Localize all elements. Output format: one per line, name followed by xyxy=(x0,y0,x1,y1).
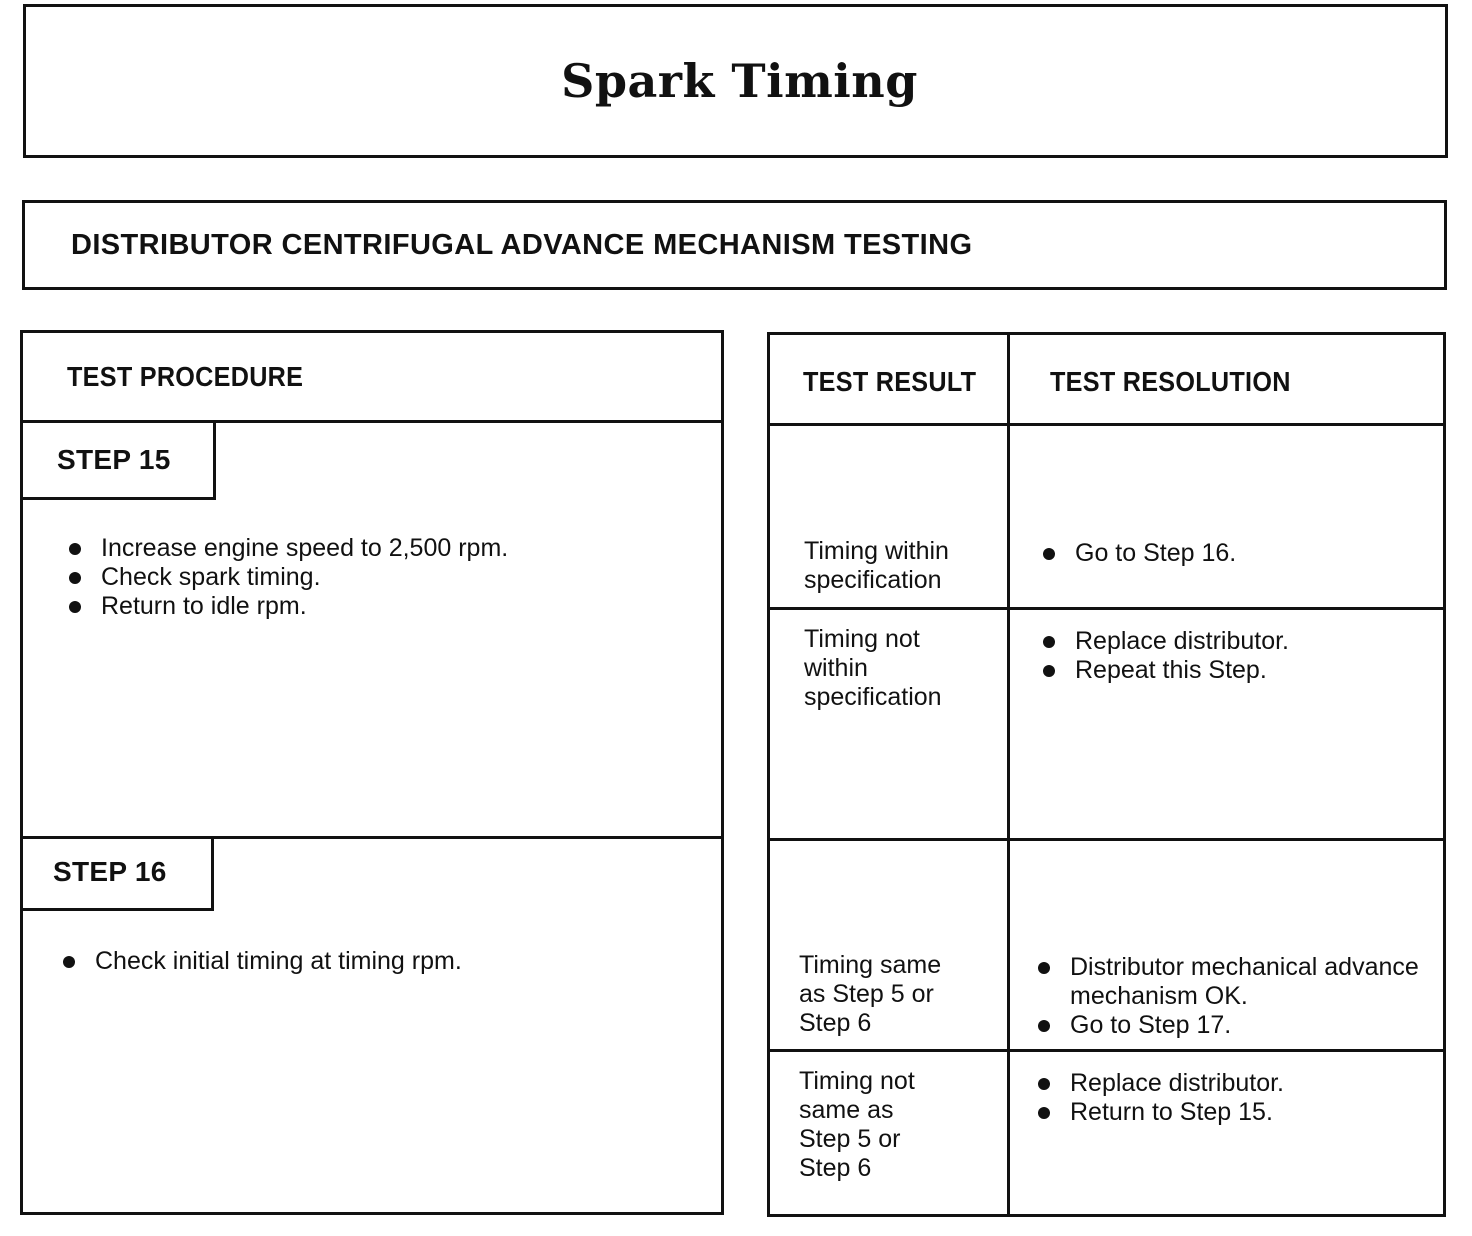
result-text: Timing not within specification xyxy=(804,625,942,711)
step-16-label: STEP 16 xyxy=(53,856,167,887)
page-title: Spark Timing xyxy=(561,54,918,108)
step-16-tab-right-border xyxy=(211,839,214,911)
resolution-item: Return to Step 15. xyxy=(1036,1098,1436,1127)
result-text: Timing same as Step 5 or Step 6 xyxy=(799,951,942,1037)
result-text: Timing within specification xyxy=(804,537,949,594)
step-15-tab-right-border xyxy=(213,423,216,499)
step-15-label: STEP 15 xyxy=(57,444,171,475)
resolution-item: Go to Step 16. xyxy=(1041,539,1436,568)
result-text: Timing not same as Step 5 or Step 6 xyxy=(799,1067,915,1182)
step-16-procedure-list xyxy=(61,947,681,976)
procedure-item: Check spark timing. xyxy=(67,563,687,592)
step-divider xyxy=(23,836,721,839)
procedure-item: Return to idle rpm. xyxy=(67,592,687,621)
resolution-item: Go to Step 17. xyxy=(1036,1011,1436,1040)
step-15-procedure-list xyxy=(67,534,687,621)
resolution-list xyxy=(1036,953,1436,1040)
step-16-tab-bottom-border xyxy=(23,908,214,911)
result-header-divider xyxy=(770,423,1443,426)
column-divider xyxy=(1007,335,1010,1214)
resolution-list xyxy=(1036,1069,1436,1127)
procedure-item: Increase engine speed to 2,500 rpm. xyxy=(67,534,687,563)
subtitle-box xyxy=(22,200,1447,290)
resolution-list xyxy=(1041,627,1436,685)
procedure-item: Check initial timing at timing rpm. xyxy=(61,947,681,976)
outcome-divider xyxy=(770,607,1443,610)
procedure-header: TEST PROCEDURE xyxy=(67,361,304,392)
resolution-item: Repeat this Step. xyxy=(1041,656,1436,685)
section-title: DISTRIBUTOR CENTRIFUGAL ADVANCE MECHANISM TESTING xyxy=(71,229,973,261)
resolution-item: Replace distributor. xyxy=(1036,1069,1436,1098)
resolution-list xyxy=(1041,539,1436,568)
result-header: TEST RESULT xyxy=(803,366,977,397)
step-divider xyxy=(770,838,1443,841)
resolution-item: Replace distributor. xyxy=(1041,627,1436,656)
procedure-header-divider xyxy=(23,420,721,423)
procedure-panel xyxy=(20,330,724,1215)
outcome-divider xyxy=(770,1049,1443,1052)
step-15-tab-bottom-border xyxy=(23,497,216,500)
title-box xyxy=(23,4,1448,158)
result-panel xyxy=(767,332,1446,1217)
resolution-header: TEST RESOLUTION xyxy=(1050,366,1291,397)
resolution-item: Distributor mechanical advance mechanism OK. xyxy=(1036,953,1436,1011)
